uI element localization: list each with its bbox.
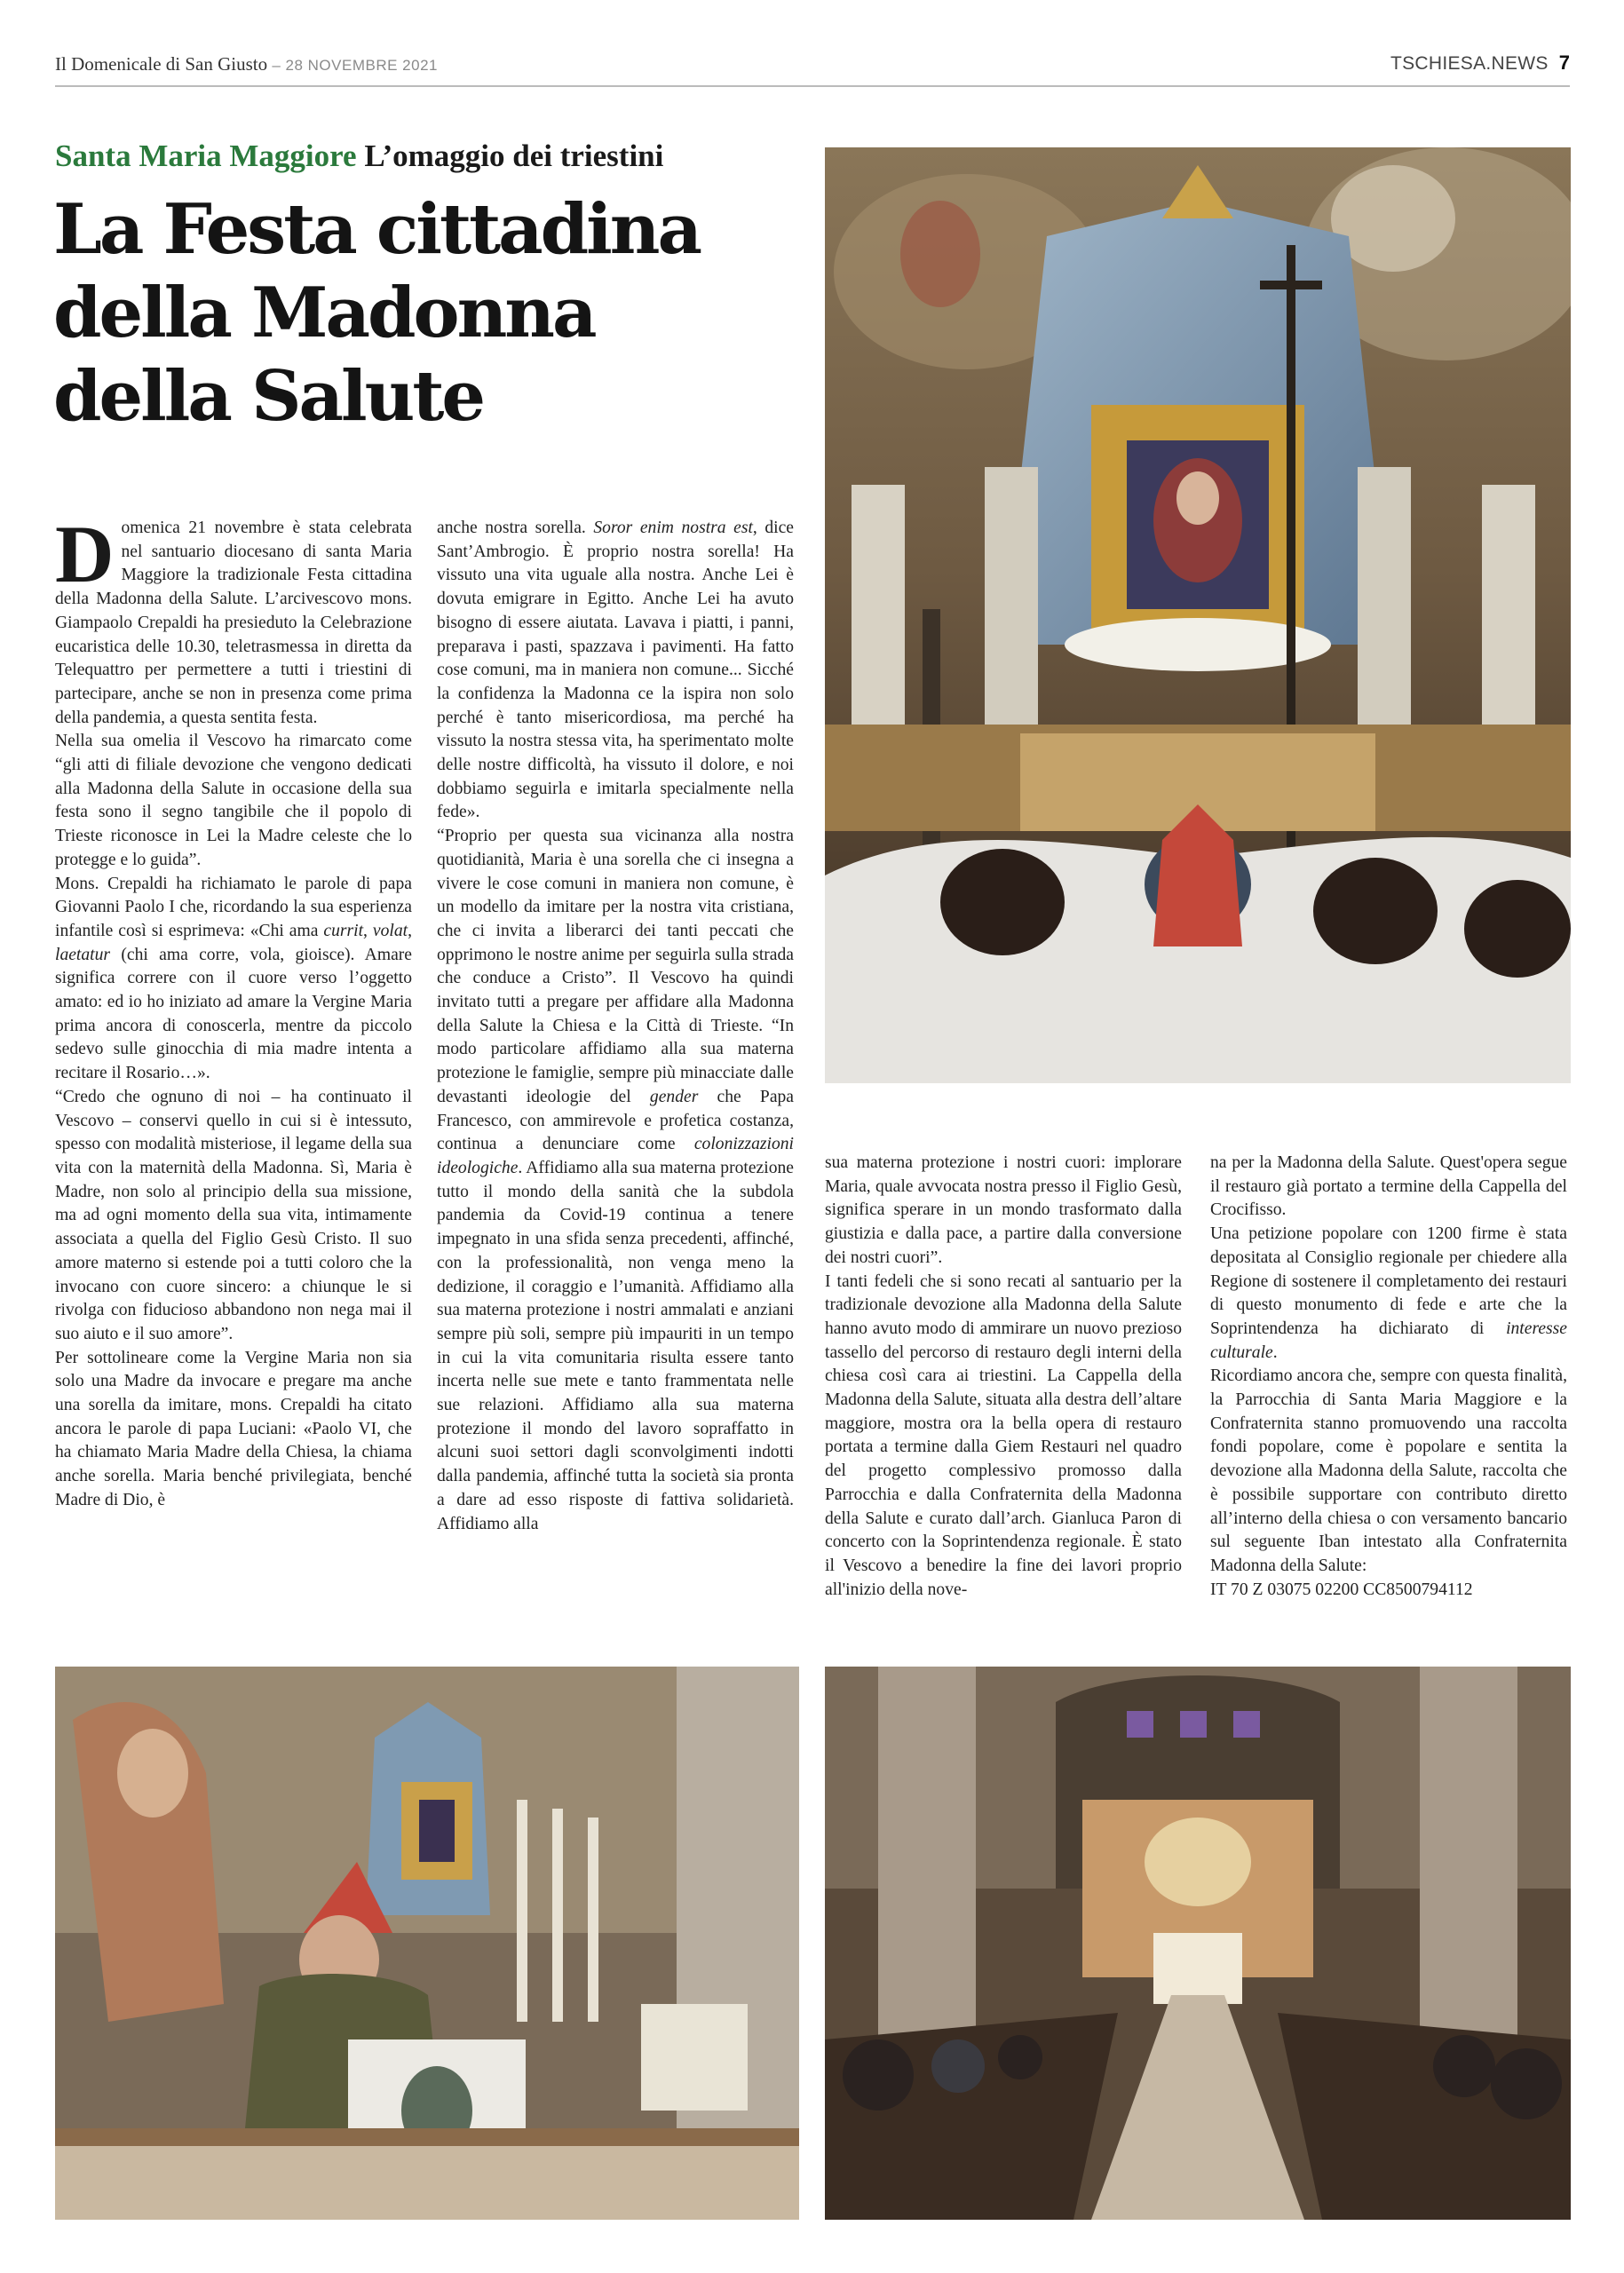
paragraph: sua materna protezione i nostri cuori: implorare Maria, quale avvocata nostra presso il Figlio Gesù, significa sperare in un mondo trasformato dalla giustizia e dalla pace, a partire dalla conversione dei nostri cuori”. bbox=[825, 1153, 1182, 1267]
kicker-place: Santa Maria Maggiore bbox=[55, 139, 357, 173]
photo-church-nave bbox=[825, 1667, 1571, 2220]
iban-code: IT 70 Z 03075 02200 CC8500794112 bbox=[1210, 1580, 1473, 1599]
article-kicker bbox=[55, 139, 819, 174]
paragraph: Nella sua omelia il Vescovo ha rimarcato come “gli atti di filiale devozione che vengono dedicati alla Madonna della Salute in occasione della sua festa sono il segno tangibile che il popolo di Trieste riconosce in Lei la Madre celeste che lo protegge e lo guida”. bbox=[55, 732, 412, 869]
site-name: TSCHIESA.NEWS bbox=[1390, 53, 1549, 74]
article-headline bbox=[53, 188, 817, 439]
paragraph: I tanti fedeli che si sono recati al santuario per la tradizionale devozione alla Madonna della Salute hanno avuto modo di ammirare un nuovo prezioso tassello del percorso di restauro degli interni della chiesa così cara ai triestini. La Cappella della Madonna della Salute, situata alla destra dell’altare maggiore, mostra ora la bella opera di restauro portata a termine dalla Giem Restauri nel quadro del progetto complessivo promosso dalla Parrocchia e dalla Confraternita della Madonna della Salute e curato dall’arch. Gianluca Paron di concerto con la Soprintendenza regionale. È stato il Vescovo a benedire la fine dei lavori proprio all'inizio della nove- bbox=[825, 1271, 1182, 1599]
article-column-1 bbox=[55, 509, 413, 1513]
paragraph: “Proprio per questa sua vicinanza alla nostra quotidianità, Maria è una sorella che ci insegna a vivere le cose comuni in maniera non comune, è un modello da imitare per la nostra vita cristiana, che ci invita a liberarci dei tanti peccati che opprimono le nostre anime per seguirla sulla strada che conduce a Cristo”. Il Vescovo ha quindi invitato tutti a pregare per affidare alla Madonna della Salute la Chiesa e la Città di Trieste. “In modo particolare affidiamo alla sua materna protezione le famiglie, sempre più minacciate dalle devastanti ideologie del gender che Papa Francesco, con ammirevole e profetica costanza, continua a denunciare come colonizzazioni ideologiche. Affidiamo alla sua materna protezione tutto il mondo della sanità che la subdola pandemia da Covid-19 continua a tenere impegnato in una sfida senza precedenti, affinché, con la professionalità, non venga meno la dedizione, il coraggio e l’umanità. Affidiamo alla sua materna protezione i nostri ammalati e anziani sempre più soli, sempre più impauriti in un tempo in cui la vita comunitaria risulta essere tanto incerta nelle sue mete e tanto frammentata nelle sue relazioni. Affidiamo alla sua materna protezione il mondo del lavoro sopraffatto in alcuni suoi settori dagli sconvolgimenti indotti dalla pandemia, affinché tutta la società sia pronta a dare ad esso risposte di fattiva solidarietà. Affidiamo alla bbox=[437, 827, 795, 1533]
article-column-2 bbox=[437, 517, 794, 1536]
photo-bishop-celebration bbox=[55, 1667, 799, 2220]
paragraph: Per sottolineare come la Vergine Maria non sia solo una Madre da invocare e pregare ma anche una sorella da imitare, mons. Crepaldi ha citato ancora le parole di papa Luciani: «Paolo VI, che ha chiamato Maria Madre della Chiesa, la chiama anche sorella. Maria benché privilegiata, benché Madre di Dio, è bbox=[55, 1348, 412, 1509]
header-divider bbox=[55, 85, 1570, 87]
article-column-3 bbox=[825, 1152, 1182, 1602]
headline-line-3: della Salute bbox=[53, 356, 483, 437]
article-column-4 bbox=[1210, 1152, 1567, 1602]
paragraph: Ricordiamo ancora che, sempre con questa finalità, la Parrocchia di Santa Maria Maggiore e la Confraternita stanno promuovendo una raccolta fondi popolare, come è popolare e sentita la devozione alla Madonna della Salute, raccolta che è possibile supportare con contributo diretto all’interno della chiesa o con versamento bancario sul seguente Iban intestato alla Confraternita Madonna della Salute: bbox=[1210, 1366, 1567, 1575]
paragraph: “Credo che ognuno di noi – ha continuato il Vescovo – conservi quello in cui si è intessuto, spesso con modalità misteriose, il legame della sua vita con la maternità della Madonna. Sì, Maria è Madre, non solo al principio della sua missione, ma ad ogni momento della sua vita, intimamente associata a quella del Figlio Gesù Cristo. Il suo amore materno si estende poi a tutti coloro che la invocano con cuore sincero: a chiunque le si rivolga con fiducioso abbandono non nega mai il suo aiuto e il suo amore”. bbox=[55, 1087, 412, 1343]
drop-cap: D bbox=[55, 509, 115, 599]
issue-date: – 28 NOVEMBRE 2021 bbox=[267, 57, 438, 74]
page-number: 7 bbox=[1558, 51, 1570, 74]
header-site bbox=[1390, 51, 1570, 75]
headline-line-1: La Festa cittadina bbox=[53, 189, 701, 270]
paragraph: Mons. Crepaldi ha richiamato le parole di papa Giovanni Paolo I che, ricordando la sua esperienza infantile così si esprimeva: «Chi ama currit, volat, laetatur (chi ama corre, vola, gioisce). Amare significa correre con il cuore verso l’oggetto amato: ed io ho iniziato ad amare la Vergine Maria prima ancora di conoscerla, mentre da piccolo sedevo sulle ginocchia di mia madre intenta a recitare il Rosario…». bbox=[55, 874, 413, 1083]
publication-name: Il Domenicale di San Giusto bbox=[55, 53, 268, 75]
paragraph: anche nostra sorella. Soror enim nostra est, dice Sant’Ambrogio. È proprio nostra sorella! Ha vissuto una vita uguale alla nostra. Anche Lei è dovuta emigrare in Egitto. Anche Lei ha avuto bisogno di essere aiutata. Lavava i piatti, i panni, preparava i pasti, spazzava i pavimenti. Ha fatto cose comuni, ma in maniera non comune... Sicché la confidenza la Madonna ce la ispira non solo perché è tanto misericordiosa, ma perché ha vissuto la nostra stessa vita, ha sperimentato molte delle nostre difficoltà, ha vissuto il dolore, e noi dobbiamo seguirla e imitarla specialmente nella fede». bbox=[437, 519, 794, 822]
header-publication bbox=[55, 53, 438, 75]
headline-line-2: della Madonna bbox=[53, 273, 595, 353]
paragraph: Una petizione popolare con 1200 firme è stata depositata al Consiglio regionale per chiedere alla Regione di sostenere il completamento dei restauri di questo monumento di fede e arte che la Soprintendenza ha dichiarato di interesse culturale. bbox=[1210, 1224, 1567, 1362]
page-header bbox=[55, 50, 1570, 85]
paragraph: Domenica 21 novembre è stata celebrata nel santuario diocesano di santa Maria Maggiore la tradizionale Festa cittadina della Madonna della Salute. L’arcivescovo mons. Giampaolo Crepaldi ha presieduto la Celebrazione eucaristica delle 10.30, teletrasmessa in diretta da Telequattro per permettere a tutti i triestini di partecipare, anche se non in presenza come prima della pandemia, a questa sentita festa. bbox=[55, 509, 412, 727]
photo-altar-madonna bbox=[825, 147, 1571, 1083]
paragraph: na per la Madonna della Salute. Quest'opera segue il restauro già portato a termine della Cappella del Crocifisso. bbox=[1210, 1153, 1567, 1220]
kicker-topic: L’omaggio dei triestini bbox=[364, 139, 664, 173]
